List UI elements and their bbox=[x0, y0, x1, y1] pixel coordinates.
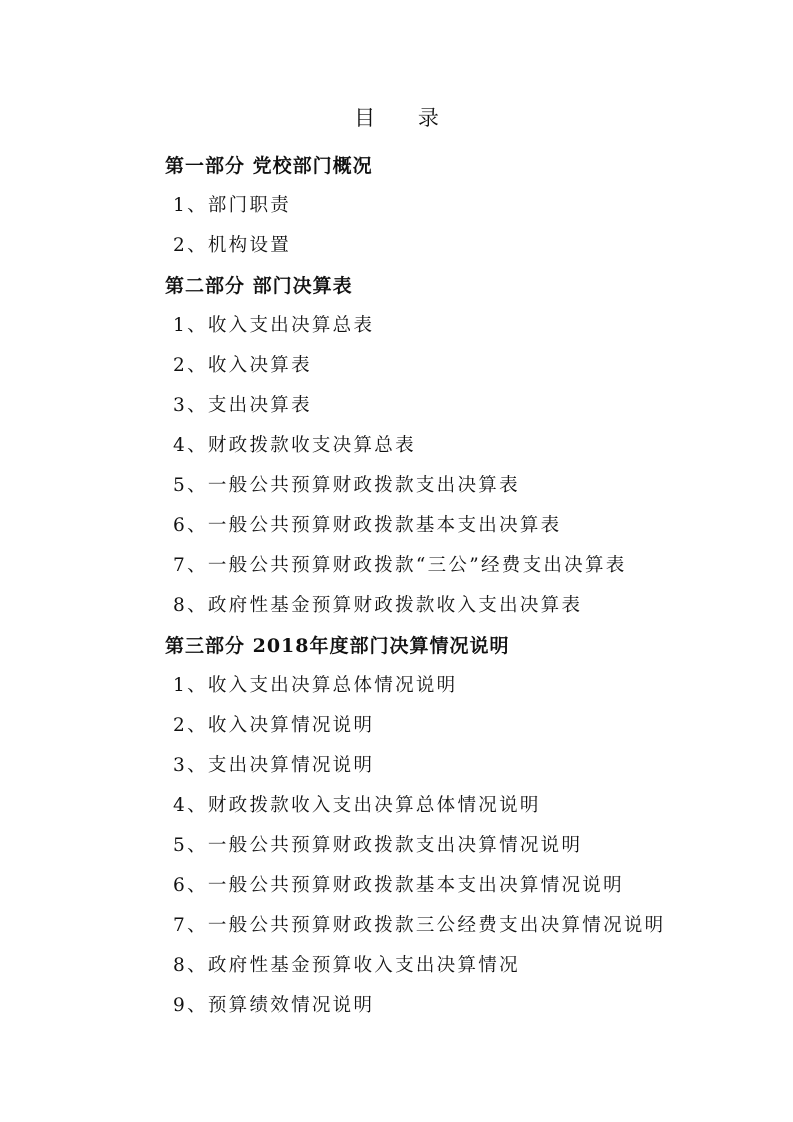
toc-section-3: 第三部分 2018年度部门决算情况说明 bbox=[165, 635, 510, 657]
toc-item: 6、一般公共预算财政拨款基本支出决算表 bbox=[173, 515, 562, 536]
toc-section-2: 第二部分 部门决算表 bbox=[165, 275, 353, 297]
toc-item: 6、一般公共预算财政拨款基本支出决算情况说明 bbox=[173, 875, 624, 896]
toc-item: 2、机构设置 bbox=[173, 235, 292, 256]
toc-item: 2、收入决算情况说明 bbox=[173, 715, 375, 736]
toc-section-1: 第一部分 党校部门概况 bbox=[165, 155, 373, 177]
toc-item: 5、一般公共预算财政拨款支出决算情况说明 bbox=[173, 835, 583, 856]
toc-item: 8、政府性基金预算财政拨款收入支出决算表 bbox=[173, 595, 583, 616]
toc-item: 9、预算绩效情况说明 bbox=[173, 995, 375, 1016]
toc-item: 7、一般公共预算财政拨款“三公”经费支出决算表 bbox=[173, 555, 627, 576]
toc-item: 3、支出决算表 bbox=[173, 395, 312, 416]
toc-list bbox=[0, 146, 793, 1026]
toc-item: 1、部门职责 bbox=[173, 195, 292, 216]
toc-title: 目 录 bbox=[354, 106, 457, 130]
toc-item: 8、政府性基金预算收入支出决算情况 bbox=[173, 955, 520, 976]
toc-item: 5、一般公共预算财政拨款支出决算表 bbox=[173, 475, 520, 496]
toc-item: 3、支出决算情况说明 bbox=[173, 755, 375, 776]
toc-item: 4、财政拨款收入支出决算总体情况说明 bbox=[173, 795, 541, 816]
toc-item: 7、一般公共预算财政拨款三公经费支出决算情况说明 bbox=[173, 915, 666, 936]
toc-item: 1、收入支出决算总体情况说明 bbox=[173, 675, 458, 696]
toc-item: 4、财政拨款收支决算总表 bbox=[173, 435, 416, 456]
toc-item: 1、收入支出决算总表 bbox=[173, 315, 375, 336]
toc-item: 2、收入决算表 bbox=[173, 355, 312, 376]
